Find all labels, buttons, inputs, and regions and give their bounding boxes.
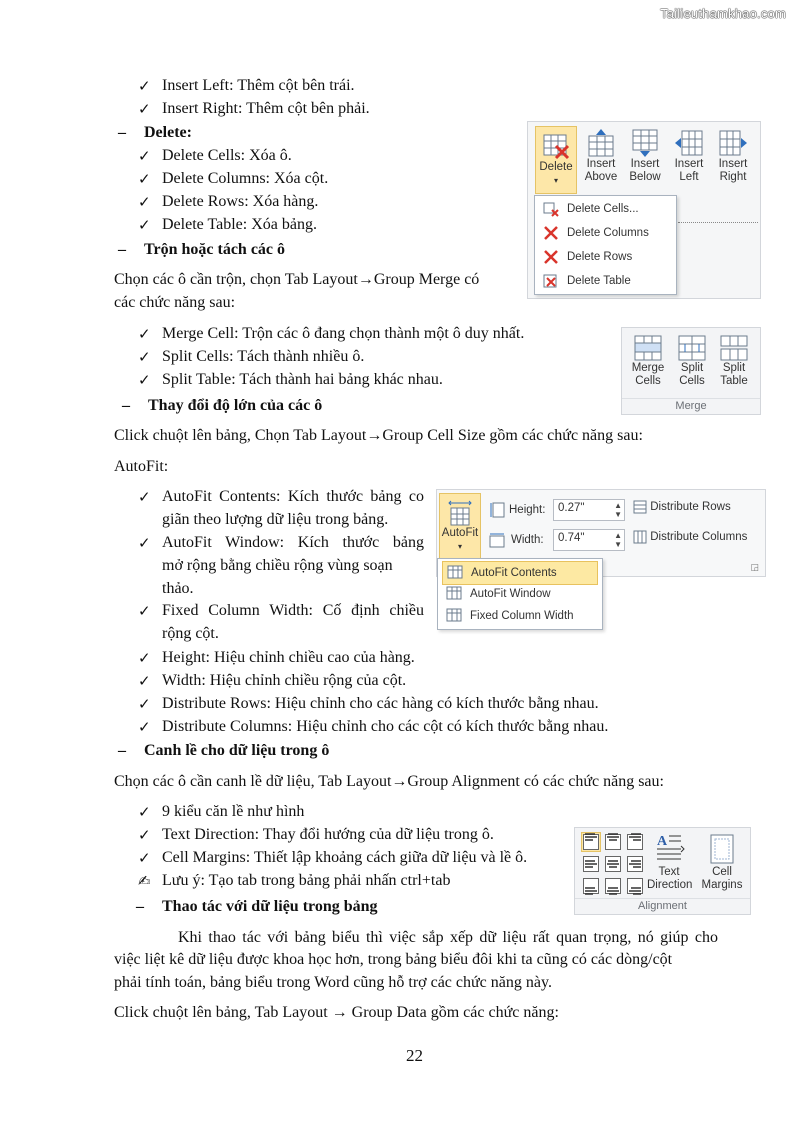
- insert-above-label-1: Insert: [586, 158, 616, 170]
- text-line-dash: [118, 741, 330, 761]
- text-line-check: [138, 848, 528, 868]
- insert-above-label-2: Above: [584, 171, 618, 183]
- menu-fixed-column-width[interactable]: [442, 605, 598, 627]
- merge-cells-icon: [633, 334, 663, 362]
- checkmark-icon: ✓: [138, 602, 151, 620]
- insert-right-button[interactable]: [714, 128, 752, 184]
- align-icon: [582, 877, 600, 895]
- dash-bullet-icon: –: [136, 898, 144, 915]
- menu-delete-table-label: Delete Table: [567, 275, 631, 287]
- text-line-content: Click chuột lên bảng, Tab Layout → Group Data gồm các chức năng:: [114, 1004, 559, 1021]
- insert-below-icon: [630, 128, 660, 158]
- text-direction-button[interactable]: [647, 832, 691, 892]
- cell-margins-label-1: Cell: [712, 866, 732, 878]
- text-line-content: Trộn hoặc tách các ô: [144, 241, 286, 258]
- distribute-rows-icon: [633, 500, 647, 514]
- text-line-check: [138, 370, 443, 390]
- text-line-para: [114, 973, 552, 993]
- text-line-content: giãn theo lượng dữ liệu trong bảng.: [162, 511, 389, 528]
- text-line-check: [138, 648, 415, 668]
- merge-cells-button[interactable]: [628, 334, 668, 388]
- note-pencil-icon: ✍: [138, 872, 151, 890]
- text-line-content: các chức năng sau:: [114, 294, 236, 311]
- delete-table-small-icon: [543, 273, 559, 289]
- text-line-cont: [162, 624, 219, 644]
- split-table-icon: [719, 334, 749, 362]
- ruler: [678, 222, 758, 223]
- text-line-dash: [118, 240, 286, 260]
- text-line-content: Split Table: Tách thành hai bảng khác nhau.: [162, 371, 443, 388]
- text-line-para: [114, 426, 643, 446]
- split-cells-label-1: Split: [680, 362, 704, 374]
- width-label: Width:: [511, 534, 544, 546]
- text-line-content: thảo.: [162, 580, 194, 597]
- text-line-content: Delete Columns: Xóa cột.: [162, 170, 329, 187]
- insert-right-label-2: Right: [719, 171, 747, 183]
- text-line-dash: [122, 396, 323, 416]
- checkmark-icon: ✓: [138, 371, 151, 389]
- text-line-note: [138, 871, 451, 891]
- checkmark-icon: ✓: [138, 170, 151, 188]
- menu-delete-rows-label: Delete Rows: [567, 251, 633, 263]
- text-line-content: Merge Cell: Trộn các ô đang chọn thành một ô duy nhất.: [162, 325, 525, 342]
- text-line-para: [114, 270, 479, 290]
- checkmark-icon: ✓: [138, 672, 151, 690]
- menu-autofit-contents[interactable]: [442, 561, 598, 585]
- text-line-check: [138, 169, 329, 189]
- text-line-check: [138, 215, 317, 235]
- align-cell-button[interactable]: [625, 854, 645, 874]
- checkmark-icon: ✓: [138, 803, 151, 821]
- column-width-icon: [489, 532, 505, 548]
- text-line-para: [114, 1003, 559, 1023]
- text-line-content: Cell Margins: Thiết lập khoảng cách giữa dữ liệu và lề ô.: [162, 849, 528, 866]
- menu-autofit-window-label: AutoFit Window: [470, 588, 551, 600]
- text-line-content: Height: Hiệu chỉnh chiều cao của hàng.: [162, 649, 415, 666]
- checkmark-icon: ✓: [138, 147, 151, 165]
- autofit-button[interactable]: AutoFit ▾: [439, 493, 481, 559]
- align-cell-button[interactable]: [625, 832, 645, 852]
- insert-right-label-1: Insert: [718, 158, 748, 170]
- text-line-content: Canh lề cho dữ liệu trong ô: [144, 742, 330, 759]
- text-line-content: Insert Left: Thêm cột bên trái.: [162, 77, 355, 94]
- text-line-content: Click chuột lên bảng, Chọn Tab Layout→Group Cell Size gồm các chức năng sau:: [114, 427, 643, 444]
- insert-below-button[interactable]: [626, 128, 664, 184]
- text-line-para: [114, 457, 168, 477]
- autofit-window-icon: [446, 586, 462, 600]
- checkmark-icon: ✓: [138, 849, 151, 867]
- text-line-dash: [118, 123, 192, 143]
- distribute-rows-label: Distribute Rows: [650, 501, 731, 514]
- cell-margins-icon: [707, 832, 737, 866]
- dash-bullet-icon: –: [118, 241, 126, 258]
- text-line-content: Delete Cells: Xóa ô.: [162, 147, 292, 164]
- split-table-label-2: Table: [720, 375, 748, 387]
- menu-delete-columns-label: Delete Columns: [567, 227, 649, 239]
- height-spinner[interactable]: ▲ ▼: [614, 501, 622, 519]
- menu-delete-cells[interactable]: [539, 198, 672, 220]
- checkmark-icon: ✓: [138, 488, 151, 506]
- align-cell-button[interactable]: [603, 854, 623, 874]
- align-icon: [604, 833, 622, 851]
- alignment-group-label: Alignment: [575, 898, 750, 912]
- height-input[interactable]: [553, 499, 625, 521]
- autofit-contents-icon: [447, 565, 463, 579]
- menu-fixed-column-width-label: Fixed Column Width: [470, 610, 574, 622]
- insert-right-icon: [718, 128, 748, 158]
- text-line-content: AutoFit Window: Kích thước bảng: [162, 534, 424, 551]
- height-value: 0.27": [558, 502, 585, 514]
- distribute-rows-button[interactable]: [633, 500, 731, 514]
- merge-group: [621, 327, 761, 415]
- text-line-check: [138, 76, 355, 96]
- text-line-check: [138, 694, 599, 714]
- text-direction-label-1: Text: [658, 866, 680, 878]
- align-cell-button[interactable]: [581, 832, 601, 852]
- text-line-content: Lưu ý: Tạo tab trong bảng phải nhấn ctrl+tab: [162, 872, 451, 889]
- text-line-content: phải tính toán, bảng biểu trong Word cũng hỗ trợ các chức năng này.: [114, 974, 552, 991]
- align-cell-button[interactable]: [603, 876, 623, 896]
- insert-left-label-2: Left: [679, 171, 699, 183]
- text-line-cont: [162, 579, 194, 599]
- align-cell-button[interactable]: [581, 854, 601, 874]
- row-height-icon: [489, 502, 505, 518]
- checkmark-icon: ✓: [138, 534, 151, 552]
- text-line-content: 9 kiểu căn lề như hình: [162, 803, 305, 820]
- delete-table-icon: [541, 131, 571, 161]
- align-cell-button[interactable]: [603, 832, 623, 852]
- align-icon: [626, 877, 644, 895]
- text-line-check: [138, 324, 525, 344]
- align-icon: [582, 855, 600, 873]
- text-line-content: Insert Right: Thêm cột bên phải.: [162, 100, 370, 117]
- delete-rows-icon: [543, 249, 559, 265]
- page-number: 22: [406, 1046, 423, 1065]
- checkmark-icon: ✓: [138, 695, 151, 713]
- insert-below-label-1: Insert: [630, 158, 660, 170]
- text-line-content: Distribute Columns: Hiệu chỉnh cho các cột có kích thước bằng nhau.: [162, 718, 609, 735]
- text-line-content: Delete:: [144, 124, 192, 141]
- text-line-check: [138, 802, 305, 822]
- text-line-content: Text Direction: Thay đổi hướng của dữ liệu trong ô.: [162, 826, 494, 843]
- checkmark-icon: ✓: [138, 649, 151, 667]
- menu-delete-table[interactable]: [539, 270, 672, 292]
- checkmark-icon: ✓: [138, 718, 151, 736]
- text-line-para: [114, 772, 664, 792]
- menu-autofit-contents-label: AutoFit Contents: [471, 567, 557, 579]
- menu-autofit-window[interactable]: [442, 583, 598, 605]
- align-icon: [626, 833, 644, 851]
- width-input[interactable]: [553, 529, 625, 551]
- text-line-cont: [162, 556, 393, 576]
- text-line-check: [138, 99, 370, 119]
- dash-bullet-icon: –: [118, 124, 126, 141]
- text-line-cont: [162, 510, 388, 530]
- merge-group-label: Merge: [622, 398, 760, 412]
- insert-below-label-2: Below: [629, 171, 661, 183]
- split-table-label-1: Split: [722, 362, 746, 374]
- align-icon: [604, 855, 622, 873]
- delete-button[interactable]: Delete ▾: [535, 126, 577, 194]
- text-line-content: Split Cells: Tách thành nhiều ô.: [162, 348, 365, 365]
- text-line-content: Distribute Rows: Hiệu chỉnh cho các hàng có kích thước bằng nhau.: [162, 695, 599, 712]
- text-line-para: [114, 950, 672, 970]
- text-line-content: Chọn các ô cần trộn, chọn Tab Layout→Group Merge có: [114, 271, 480, 288]
- split-cells-button[interactable]: [672, 334, 712, 388]
- svg-text:A: A: [657, 834, 668, 849]
- text-line-check: [138, 671, 407, 691]
- insert-left-icon: [674, 128, 704, 158]
- fixed-column-width-icon: [446, 608, 462, 622]
- autofit-dropdown-menu: [437, 558, 603, 630]
- merge-cells-label-1: Merge: [631, 362, 665, 374]
- watermark: Tailieuthamkhao.com: [660, 6, 786, 21]
- insert-left-label-1: Insert: [674, 158, 704, 170]
- text-line-content: mở rộng bằng chiều rộng vùng soạn: [162, 557, 393, 574]
- align-cell-button[interactable]: [581, 876, 601, 896]
- width-spinner[interactable]: ▲ ▼: [614, 531, 622, 549]
- text-line-check: [138, 347, 365, 367]
- width-value: 0.74": [558, 532, 585, 544]
- checkmark-icon: ✓: [138, 100, 151, 118]
- text-line-content: AutoFit Contents: Kích thước bảng co: [162, 488, 424, 505]
- text-line-dash: [136, 897, 378, 917]
- checkmark-icon: ✓: [138, 216, 151, 234]
- dash-bullet-icon: –: [118, 742, 126, 759]
- text-line-content: Chọn các ô cần canh lề dữ liệu, Tab Layout→Group Alignment có các chức năng sau:: [114, 773, 664, 790]
- align-icon: [604, 877, 622, 895]
- cell-margins-button[interactable]: [699, 832, 745, 892]
- insert-left-button[interactable]: [670, 128, 708, 184]
- text-line-check: [138, 146, 292, 166]
- align-cell-button[interactable]: [625, 876, 645, 896]
- text-line-content: AutoFit:: [114, 458, 169, 475]
- alignment-group: [574, 827, 751, 915]
- checkmark-icon: ✓: [138, 193, 151, 211]
- delete-dropdown-menu: [534, 195, 677, 295]
- text-line-content: Thao tác với dữ liệu trong bảng: [162, 898, 378, 915]
- dash-bullet-icon: –: [122, 397, 130, 414]
- delete-columns-icon: [543, 225, 559, 241]
- text-line-check: [138, 192, 319, 212]
- text-direction-icon: [653, 832, 685, 866]
- text-line-content: Thay đổi độ lớn của các ô: [148, 397, 323, 414]
- text-line-content: rộng cột.: [162, 625, 219, 642]
- text-line-content: việc liệt kê dữ liệu được khoa học hơn, trong bảng biểu đôi khi ta cũng có các dòng/cột: [114, 951, 673, 968]
- dialog-launcher-icon[interactable]: ◲: [750, 562, 759, 572]
- checkmark-icon: ✓: [138, 77, 151, 95]
- text-direction-label-2: Direction: [647, 879, 693, 891]
- checkmark-icon: ✓: [138, 325, 151, 343]
- text-line-check: [138, 717, 609, 737]
- split-cells-label-2: Cells: [679, 375, 705, 387]
- distribute-columns-icon: [633, 530, 647, 544]
- cell-margins-label-2: Margins: [701, 879, 743, 891]
- text-line-content: Delete Table: Xóa bảng.: [162, 216, 317, 233]
- height-label: Height:: [509, 504, 546, 516]
- align-icon: [582, 833, 600, 851]
- checkmark-icon: ✓: [138, 826, 151, 844]
- insert-above-button[interactable]: [582, 128, 620, 184]
- autofit-icon: [447, 497, 473, 527]
- merge-cells-label-2: Cells: [635, 375, 661, 387]
- text-line-para: [114, 293, 235, 313]
- text-line-content: Khi thao tác với bảng biểu thì việc sắp xếp dữ liệu rất quan trọng, nó giúp cho: [178, 929, 718, 946]
- delete-cells-icon: [543, 201, 559, 217]
- text-line-check: [138, 825, 494, 845]
- text-line-content: Delete Rows: Xóa hàng.: [162, 193, 319, 210]
- split-cells-icon: [677, 334, 707, 362]
- menu-delete-columns[interactable]: [539, 222, 672, 244]
- menu-delete-cells-label: Delete Cells...: [567, 203, 639, 215]
- text-line-content: Width: Hiệu chỉnh chiều rộng của cột.: [162, 672, 407, 689]
- distribute-columns-label: Distribute Columns: [650, 531, 748, 544]
- delete-label: Delete: [539, 161, 573, 173]
- text-line-content: Fixed Column Width: Cố định chiều: [162, 602, 424, 619]
- checkmark-icon: ✓: [138, 348, 151, 366]
- split-table-button[interactable]: [714, 334, 754, 388]
- distribute-columns-button[interactable]: [633, 530, 747, 544]
- insert-above-icon: [586, 128, 616, 158]
- autofit-label: AutoFit: [441, 527, 479, 539]
- menu-delete-rows[interactable]: [539, 246, 672, 268]
- align-icon: [626, 855, 644, 873]
